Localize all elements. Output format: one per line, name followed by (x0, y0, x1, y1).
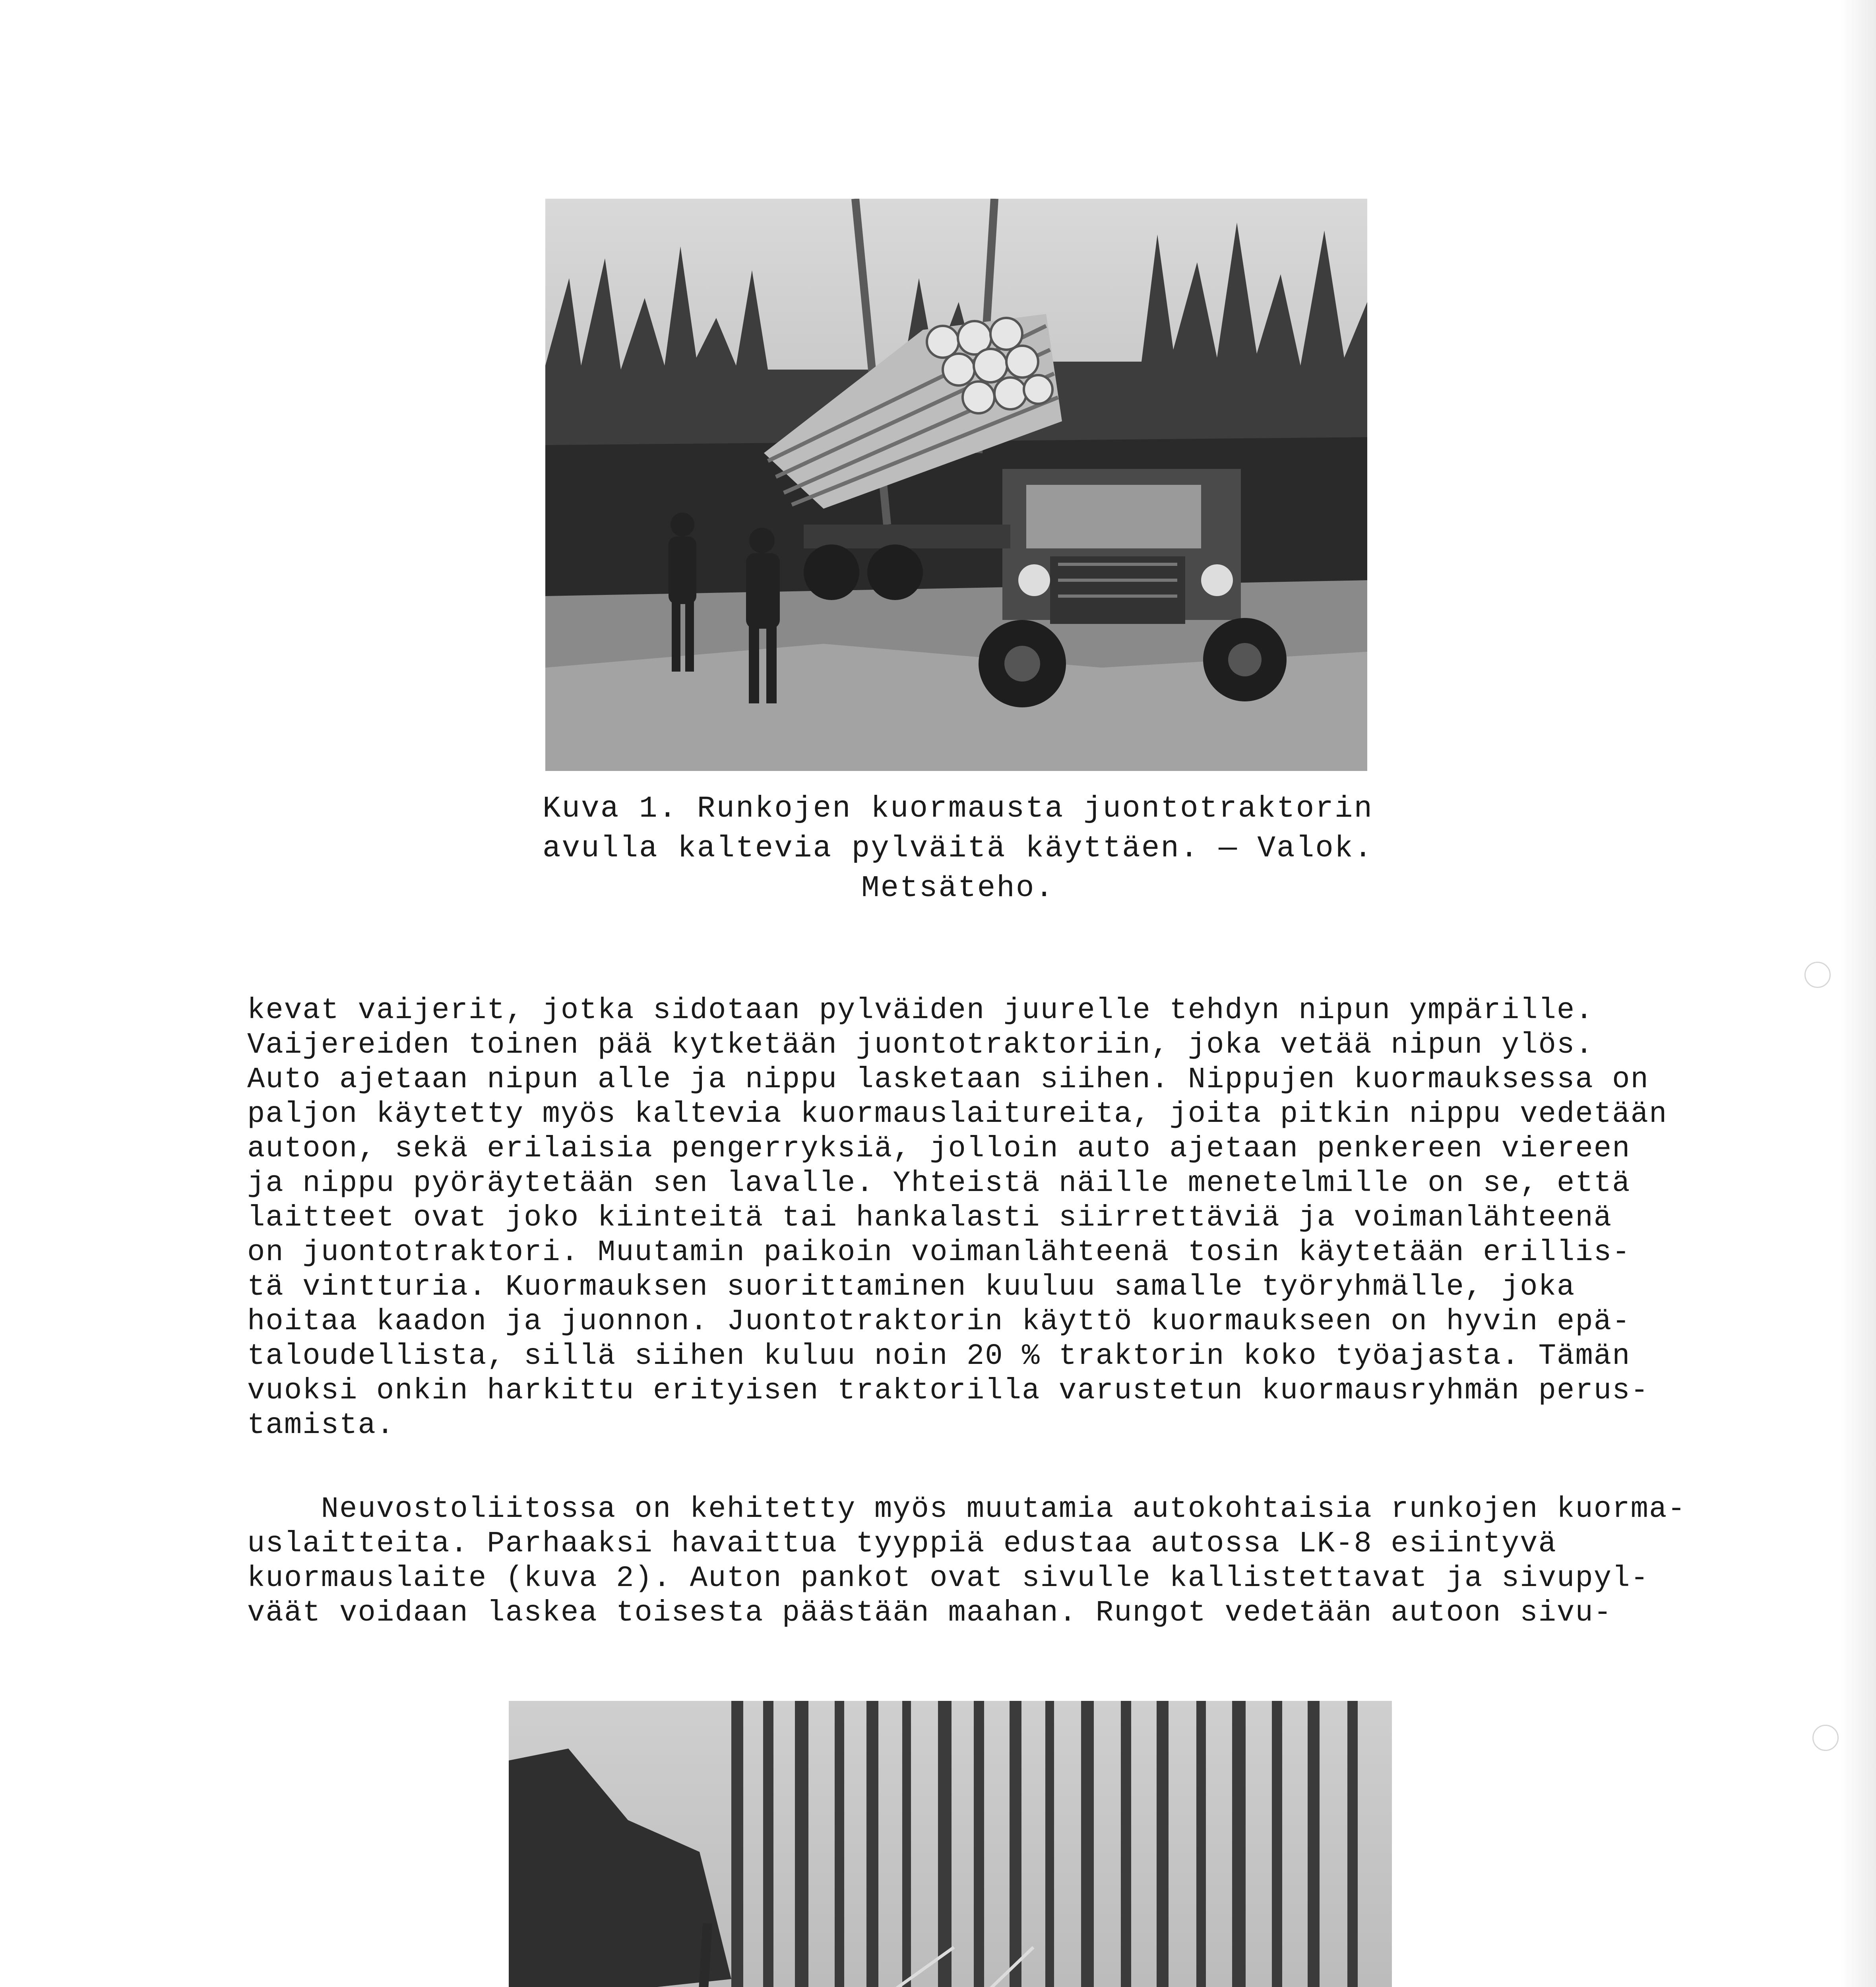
text-line: vuoksi onkin harkittu erityisen traktorilla varustetun kuormausryhmän perus- (247, 1374, 1649, 1408)
text-line: tamista. (247, 1409, 395, 1442)
text-line: kevat vaijerit, jotka sidotaan pylväiden juurelle tehdyn nipun ympärille. (247, 994, 1594, 1027)
text-line: Neuvostoliitossa on kehitetty myös muutamia autokohtaisia runkojen kuorma- (247, 1493, 1686, 1526)
page-edge-shadow (1840, 0, 1876, 1987)
text-line: ja nippu pyöräytetään sen lavalle. Yhteistä näille menetelmille on se, että (247, 1167, 1631, 1200)
text-line: Vaijereiden toinen pää kytketään juontotraktoriin, joka vetää nipun ylös. (247, 1028, 1594, 1062)
caption-line: Metsäteho. (861, 871, 1055, 905)
punch-hole-mark (1804, 962, 1831, 988)
body-paragraph-1 (247, 993, 1678, 1443)
text-line: paljon käytetty myös kaltevia kuormauslaitureita, joita pitkin nippu vedetään (247, 1098, 1668, 1131)
text-line: taloudellista, sillä siihen kuluu noin 20 % traktorin koko työajasta. Tämän (247, 1340, 1631, 1373)
text-line: kuormauslaite (kuva 2). Auton pankot ovat sivulle kallistettavat ja sivupyl- (247, 1562, 1649, 1595)
figure-1-photo (545, 199, 1367, 771)
body-paragraph-2 (247, 1492, 1686, 1631)
text-line: laitteet ovat joko kiinteitä tai hankalasti siirrettäviä ja voimanlähteenä (247, 1201, 1612, 1235)
text-line: tä vintturia. Kuormauksen suorittaminen kuuluu samalle työryhmälle, joka (247, 1270, 1576, 1304)
figure-2-photo (509, 1701, 1392, 1987)
caption-line: Kuva 1. Runkojen kuormausta juontotraktorin (542, 792, 1374, 826)
caption-line: avulla kaltevia pylväitä käyttäen. — Valok. (542, 831, 1374, 866)
text-line: on juontotraktori. Muutamin paikoin voimanlähteenä tosin käytetään erillis- (247, 1236, 1631, 1269)
figure-1-caption (517, 789, 1399, 908)
text-line: hoitaa kaadon ja juonnon. Juontotraktorin käyttö kuormaukseen on hyvin epä- (247, 1305, 1631, 1338)
punch-hole-mark (1812, 1725, 1839, 1751)
logging-truck-photo-icon (545, 199, 1367, 771)
text-line: Auto ajetaan nipun alle ja nippu lasketaan siihen. Nippujen kuormauksessa on (247, 1063, 1649, 1096)
text-line: autoon, sekä erilaisia pengerryksiä, jolloin auto ajetaan penkereen viereen (247, 1132, 1631, 1166)
text-line: väät voidaan laskea toisesta päästään maahan. Rungot vedetään autoon sivu- (247, 1596, 1612, 1630)
lk8-truck-photo-icon (509, 1701, 1392, 1987)
text-line: uslaitteita. Parhaaksi havaittua tyyppiä edustaa autossa LK-8 esiintyvä (247, 1527, 1557, 1561)
